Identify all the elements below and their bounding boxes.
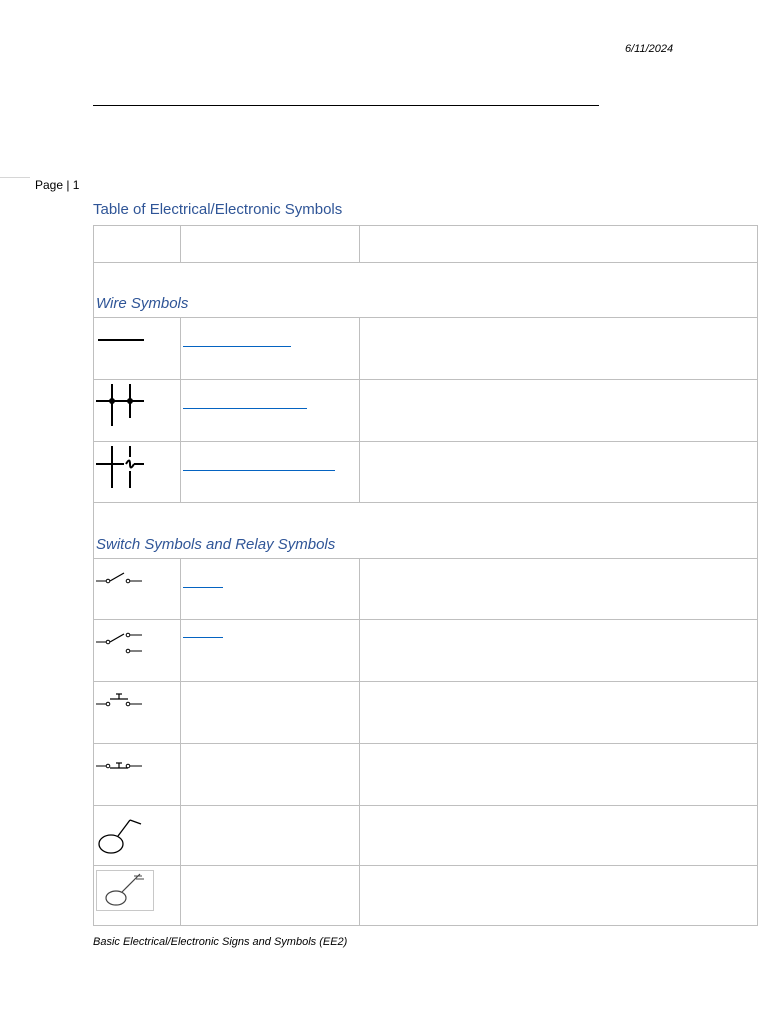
description-cell — [360, 442, 758, 503]
table-row — [94, 559, 758, 620]
section-heading-wire: Wire Symbols — [94, 263, 758, 318]
spst-switch-icon — [96, 563, 180, 617]
symbol-cell — [94, 682, 181, 744]
table-row — [94, 806, 758, 866]
description-cell — [360, 559, 758, 620]
name-cell — [181, 866, 360, 926]
table-row — [94, 866, 758, 926]
table-row — [94, 682, 758, 744]
name-cell — [181, 682, 360, 744]
section-row-wire — [94, 263, 758, 318]
table-row — [94, 744, 758, 806]
header-cell-description — [360, 226, 758, 263]
spdt-switch-icon — [96, 624, 180, 678]
name-cell — [181, 806, 360, 866]
pushbutton-nc-icon — [96, 748, 180, 802]
page-number: Page | 1 — [35, 178, 80, 192]
spdt-link[interactable] — [183, 637, 223, 638]
description-cell — [360, 620, 758, 682]
table-title: Table of Electrical/Electronic Symbols — [93, 201, 343, 218]
wires-not-connected-icon — [96, 446, 180, 500]
description-cell — [360, 806, 758, 866]
section-row-switch — [94, 503, 758, 559]
description-cell — [360, 866, 758, 926]
name-cell — [181, 620, 360, 682]
symbol-cell — [94, 620, 181, 682]
table-row — [94, 442, 758, 503]
spst-link[interactable] — [183, 587, 223, 588]
name-cell — [181, 442, 360, 503]
table-row — [94, 380, 758, 442]
name-cell — [181, 318, 360, 380]
symbol-cell — [94, 559, 181, 620]
footer-text: Basic Electrical/Electronic Signs and Symbols (EE2) — [93, 936, 348, 948]
section-heading-switch: Switch Symbols and Relay Symbols — [94, 503, 758, 559]
wire-link[interactable] — [183, 346, 291, 347]
wires-not-connected-link[interactable] — [183, 470, 335, 471]
symbol-cell — [94, 442, 181, 503]
symbol-cell — [94, 806, 181, 866]
symbol-cell — [94, 744, 181, 806]
wire-icon — [96, 322, 180, 376]
description-cell — [360, 318, 758, 380]
symbol-cell — [94, 380, 181, 442]
dip-switch-icon — [96, 810, 180, 864]
symbols-table — [93, 225, 758, 926]
header-cell-name — [181, 226, 360, 263]
name-cell — [181, 559, 360, 620]
pushbutton-no-icon — [96, 686, 180, 740]
table-row — [94, 318, 758, 380]
symbol-cell — [94, 318, 181, 380]
key-switch-icon — [96, 870, 180, 924]
wires-connected-icon — [96, 384, 180, 438]
header-cell-symbol — [94, 226, 181, 263]
wires-connected-link[interactable] — [183, 408, 307, 409]
header-date: 6/11/2024 — [625, 43, 674, 55]
name-cell — [181, 380, 360, 442]
table-row — [94, 620, 758, 682]
description-cell — [360, 682, 758, 744]
page-margin-rule — [0, 177, 30, 178]
name-cell — [181, 744, 360, 806]
description-cell — [360, 744, 758, 806]
description-cell — [360, 380, 758, 442]
header-rule — [93, 105, 599, 106]
table-header-row — [94, 226, 758, 263]
symbol-cell — [94, 866, 181, 926]
